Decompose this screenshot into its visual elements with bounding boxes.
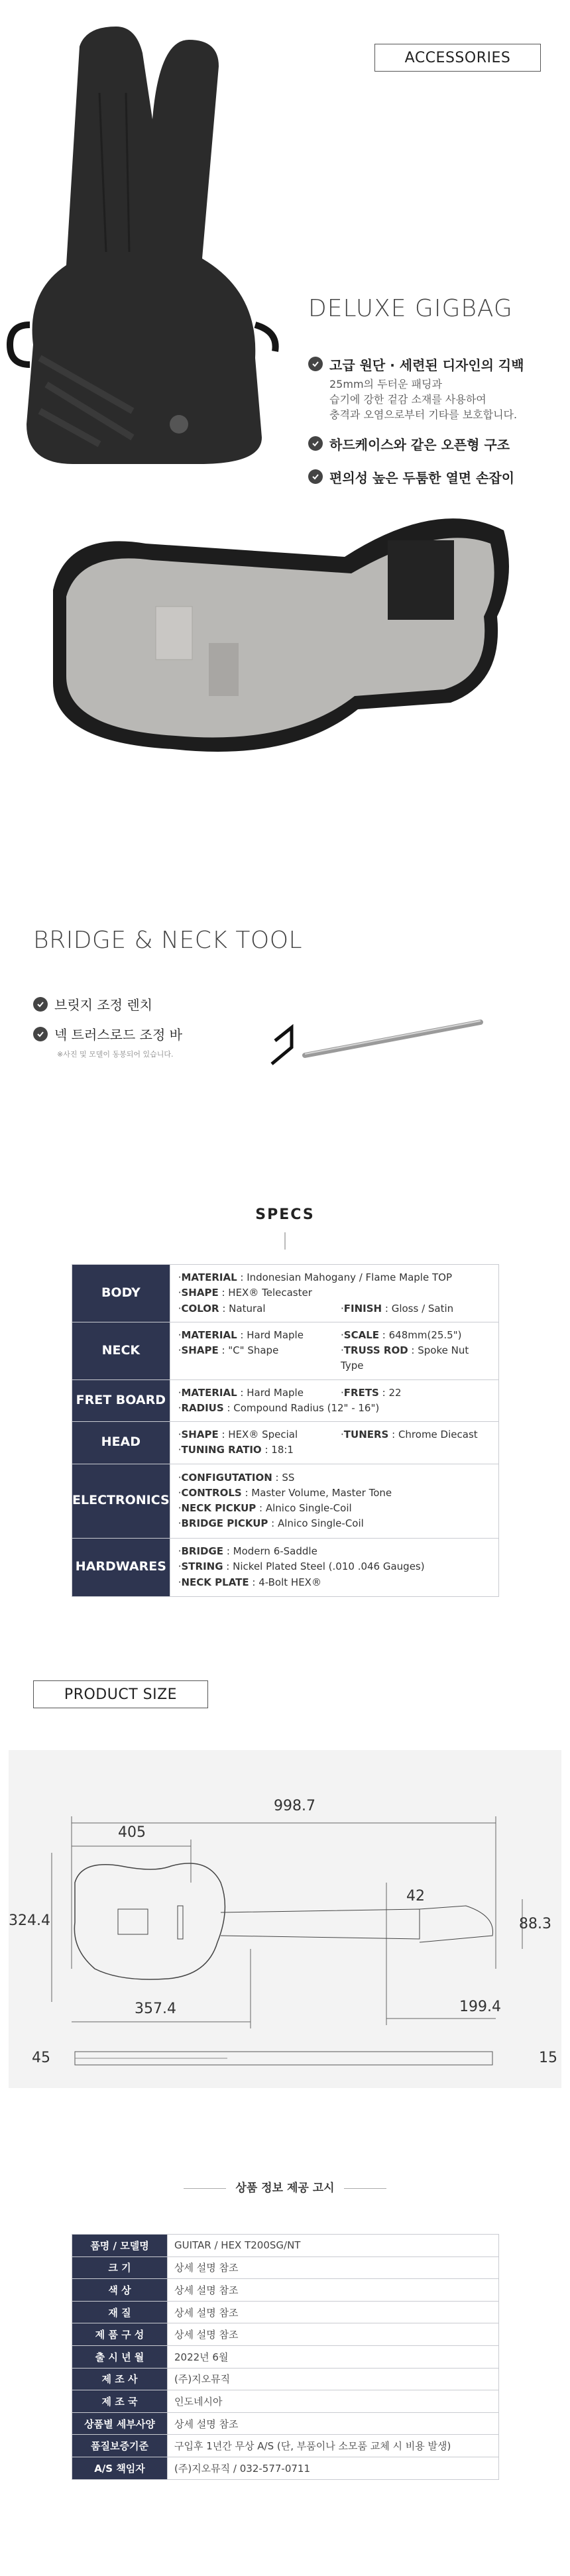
notice-table [72,2234,499,2480]
tool-item-wrench: 브릿지 조정 렌치 [33,994,152,1014]
feature-desc: 25mm의 두터운 패딩과 습기에 강한 겉감 소재를 사용하여 충격과 오염으로부터 기타를 보호합니다. [329,378,518,422]
spec-values: ·MATERIAL : Indonesian Mahogany / Flame Maple TOP ·SHAPE : HEX® Telecaster ·COLOR : Natural ·FINISH : Gloss / Satin [170,1265,498,1322]
spec-values: ·MATERIAL : Hard Maple ·FRETS : 22 ·RADIUS : Compound Radius (12" - 16") [170,1379,498,1422]
notice-row: 색 상 상세 설명 참조 [72,2279,499,2302]
dim-nut-width: 42 [406,1888,425,1904]
spec-row [72,1265,499,1322]
notice-title: 상품 정보 제공 고시 [0,2178,570,2195]
tools-photo [265,1014,497,1074]
dim-side-right: 15 [539,2050,557,2066]
spec-row [72,1538,499,1596]
tool-note: ※사진 및 모델이 동봉되어 있습니다. [57,1050,174,1059]
spec-row [72,1422,499,1464]
feature-1 [308,355,524,423]
feature-2 [308,434,510,453]
spec-label: ELECTRONICS [72,1464,170,1538]
spec-table [72,1264,499,1597]
check-icon [308,357,323,371]
specs-title: SPECS [0,1206,570,1250]
size-diagram [9,1750,561,2088]
notice-row: 제 품 구 성 상세 설명 참조 [72,2323,499,2346]
dim-body-length: 405 [118,1824,146,1841]
spec-label: BODY [72,1265,170,1322]
spec-row [72,1379,499,1422]
notice-row: 품명 / 모델명 GUITAR / HEX T200SG/NT [72,2235,499,2257]
check-icon [33,997,48,1012]
product-size-badge: PRODUCT SIZE [33,1680,208,1708]
dim-neck-length: 199.4 [459,1999,501,2015]
dim-body-height: 324.4 [9,1912,50,1929]
gigbag-title: DELUXE GIGBAG [308,295,513,322]
tool-item-truss-rod: 넥 트러스로드 조정 바 [33,1024,182,1043]
notice-row: 크 기 상세 설명 참조 [72,2256,499,2279]
dim-body-width: 357.4 [135,2001,176,2017]
notice-row: 제 조 국 인도네시아 [72,2390,499,2413]
spec-row [72,1464,499,1538]
notice-row: 재 질 상세 설명 참조 [72,2301,499,2323]
spec-values: ·SHAPE : HEX® Special ·TUNERS : Chrome Diecast ·TUNING RATIO : 18:1 [170,1422,498,1464]
spec-values: ·CONFIGUTATION : SS ·CONTROLS : Master Volume, Master Tone ·NECK PICKUP : Alnico Single-Coil ·BRIDGE PICKUP : Alnico Single-Coil [170,1464,498,1538]
open-gigbag-photo [40,484,517,782]
notice-row: 품질보증기준 구입후 1년간 무상 A/S (단, 부품이나 소모품 교체 시 비용 발생) [72,2435,499,2457]
notice-row: 제 조 사 (주)지오뮤직 [72,2368,499,2390]
notice-row: 출 시 년 월 2022년 6월 [72,2345,499,2368]
spec-label: HEAD [72,1422,170,1464]
feature-title: 하드케이스와 같은 오픈형 구조 [329,437,510,453]
check-icon [33,1027,48,1041]
feature-title: 고급 원단 · 세련된 디자인의 긱백 [329,357,524,373]
bridge-neck-title: BRIDGE & NECK TOOL [33,927,303,954]
notice-row: A/S 책임자 (주)지오뮤직 / 032-577-0711 [72,2457,499,2479]
notice-row: 상품별 세부사양 상세 설명 참조 [72,2412,499,2435]
accessories-badge: ACCESSORIES [374,44,541,72]
dim-total-length: 998.7 [274,1798,315,1814]
spec-label: NECK [72,1322,170,1379]
feature-title: 편의성 높은 두툼한 열면 손잡이 [329,470,515,486]
spec-row [72,1322,499,1379]
spec-label: HARDWARES [72,1538,170,1596]
dim-head-height: 88.3 [519,1916,551,1932]
check-icon [308,469,323,484]
check-icon [308,436,323,451]
spec-values: ·MATERIAL : Hard Maple ·SCALE : 648mm(25.5") ·SHAPE : "C" Shape ·TRUSS ROD : Spoke Nut Type [170,1322,498,1379]
gigbag-photo [0,13,298,471]
spec-label: FRET BOARD [72,1379,170,1422]
spec-values: ·BRIDGE : Modern 6-Saddle ·STRING : Nickel Plated Steel (.010 .046 Gauges) ·NECK PLATE : 4-Bolt HEX® [170,1538,498,1596]
dim-side-left: 45 [32,2050,50,2066]
